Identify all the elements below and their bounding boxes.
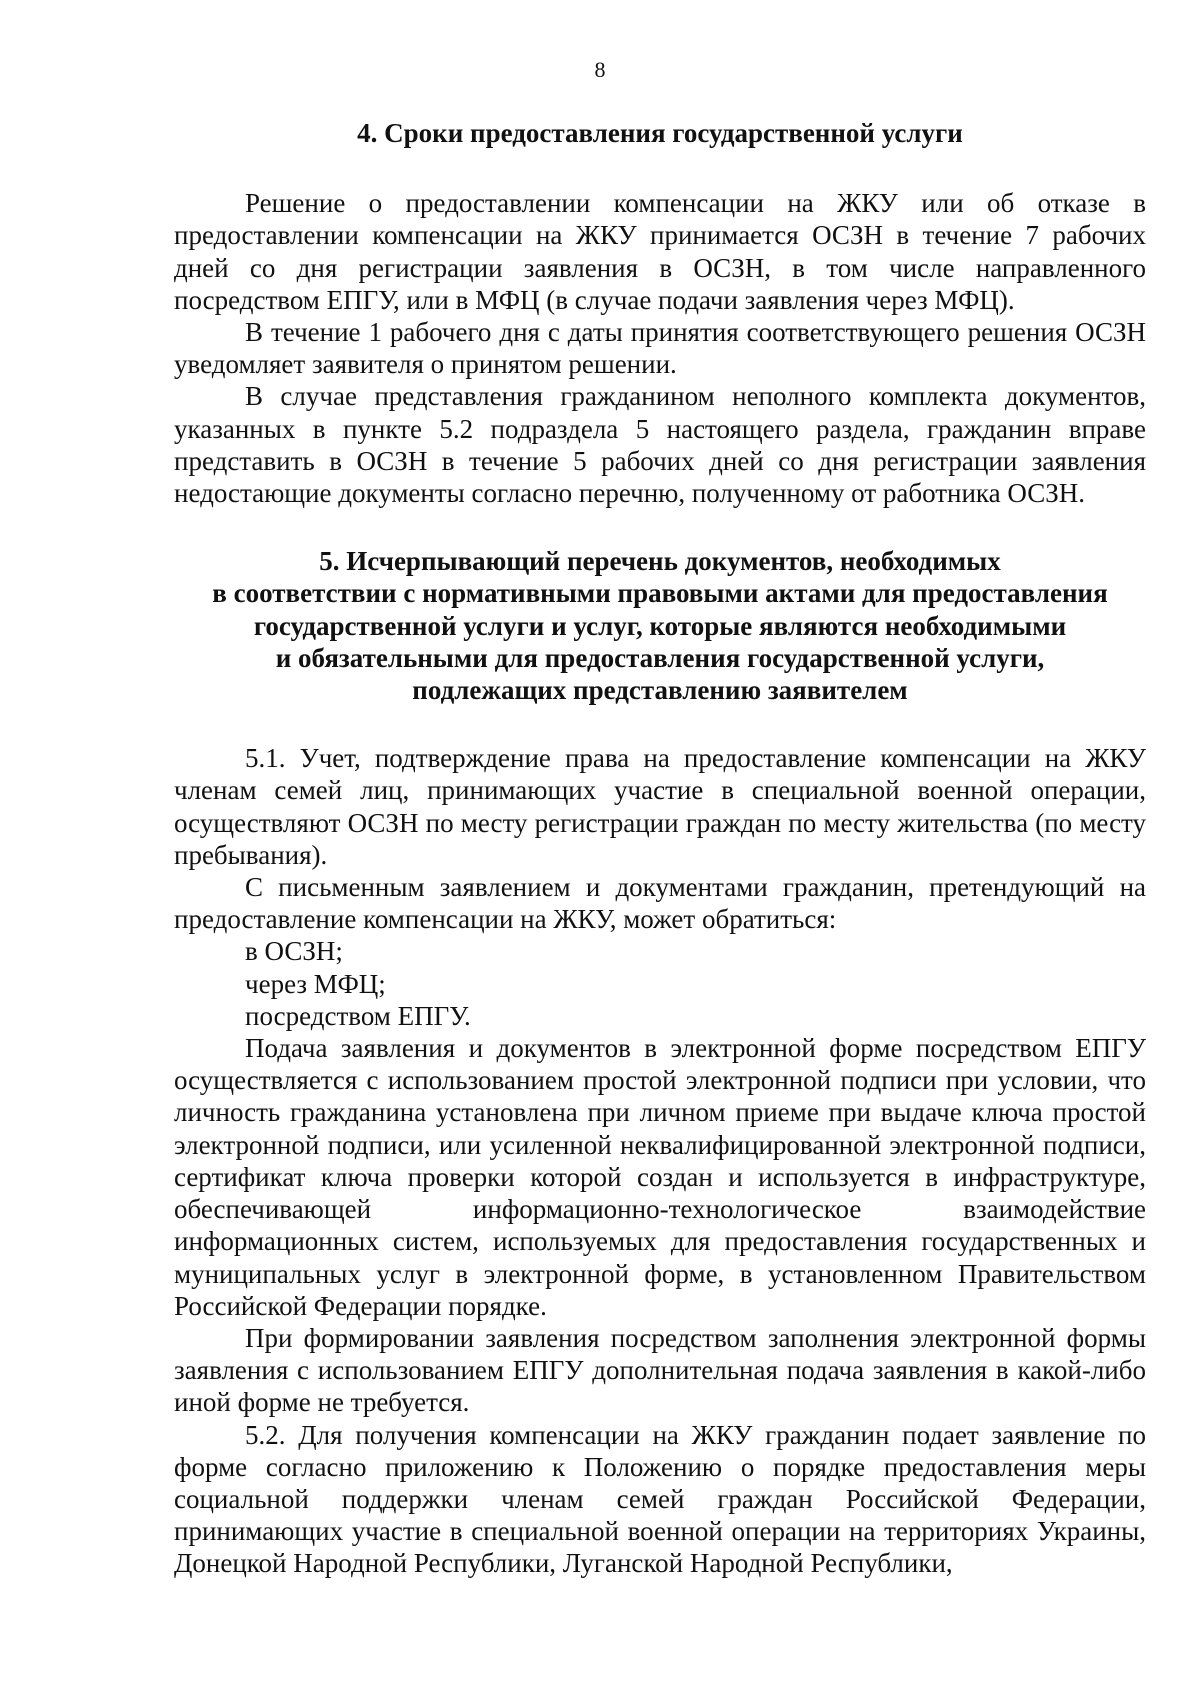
section-4-text (174, 187, 1146, 509)
document-body (174, 117, 1146, 1580)
section-5-heading-line: государственной услуги и услуг, которые являются необходимыми (253, 610, 1067, 641)
section-4-heading: 4. Сроки предоставления государственной услуги (357, 118, 963, 148)
section-5-paragraph: С письменным заявлением и документами гражданин, претендующий на предоставление компенсации на ЖКУ, может обратиться: (174, 872, 1146, 935)
section-5-paragraph: 5.1. Учет, подтверждение права на предоставление компенсации на ЖКУ членам семей лиц, принимающих участие в специальной военной операции, осуществляют ОСЗН по месту регистрации граждан по месту жительства (по месту пребывания). (174, 743, 1146, 870)
section-5-heading-line: подлежащих представлению заявителем (412, 675, 908, 706)
section-4-paragraph: В течение 1 рабочего дня с даты принятия соответствующего решения ОСЗН уведомляет заявителя о принятом решении. (174, 317, 1146, 380)
section-5-heading-line: в соответствии с нормативными правовыми актами для предоставления (212, 578, 1108, 609)
submission-options-list (174, 935, 1146, 1032)
section-5-heading-line: и обязательными для предоставления государственной услуги, (275, 642, 1045, 673)
list-item: через МФЦ; (245, 968, 386, 999)
section-5-heading-line: 5. Исчерпывающий перечень документов, необходимых (319, 546, 1001, 577)
page-number: 8 (594, 57, 606, 82)
section-5-paragraph: При формировании заявления посредством заполнения электронной формы заявления с использованием ЕПГУ дополнительная подача заявления в какой-либо иной форме не требуется. (174, 1322, 1146, 1418)
section-5-paragraph: 5.2. Для получения компенсации на ЖКУ гражданин подает заявление по форме согласно приложению к Положению о порядке предоставления меры социальной поддержки членам семей граждан Российской Федерации, принимающих участие в специальной военной операции на территориях Украины, Донецкой Народной Республики, Луганской Народной Республики, (174, 1419, 1146, 1579)
section-5-heading (174, 545, 1146, 706)
section-4-paragraph: Решение о предоставлении компенсации на ЖКУ или об отказе в предоставлении компенсации на ЖКУ принимается ОСЗН в течение 7 рабочих дней со дня регистрации заявления в ОСЗН, в том числе направленного посредством ЕПГУ, или в МФЦ (в случае подачи заявления через МФЦ). (174, 188, 1146, 315)
list-item: посредством ЕПГУ. (245, 1000, 471, 1031)
section-5-paragraph: Подача заявления и документов в электронной форме посредством ЕПГУ осуществляется с использованием простой электронной подписи при условии, что личность гражданина установлена при личном приеме при выдаче ключа простой электронной подписи, или усиленной неквалифицированной электронной подписи, сертификат ключа проверки которой создан и используется в инфраструктуре, обеспечивающей информационно-технологическое взаимодействие информационных систем, используемых для предоставления государственных и муниципальных услуг в электронной форме, в установленном Правительством Российской Федерации порядке. (174, 1033, 1146, 1321)
section-4-paragraph: В случае представления гражданином неполного комплекта документов, указанных в пункте 5.2 подраздела 5 настоящего раздела, гражданин вправе представить в ОСЗН в течение 5 рабочих дней со дня регистрации заявления недостающие документы согласно перечню, полученному от работника ОСЗН. (174, 381, 1146, 509)
list-item: в ОСЗН; (245, 936, 343, 967)
section-5-text (174, 742, 1146, 1579)
